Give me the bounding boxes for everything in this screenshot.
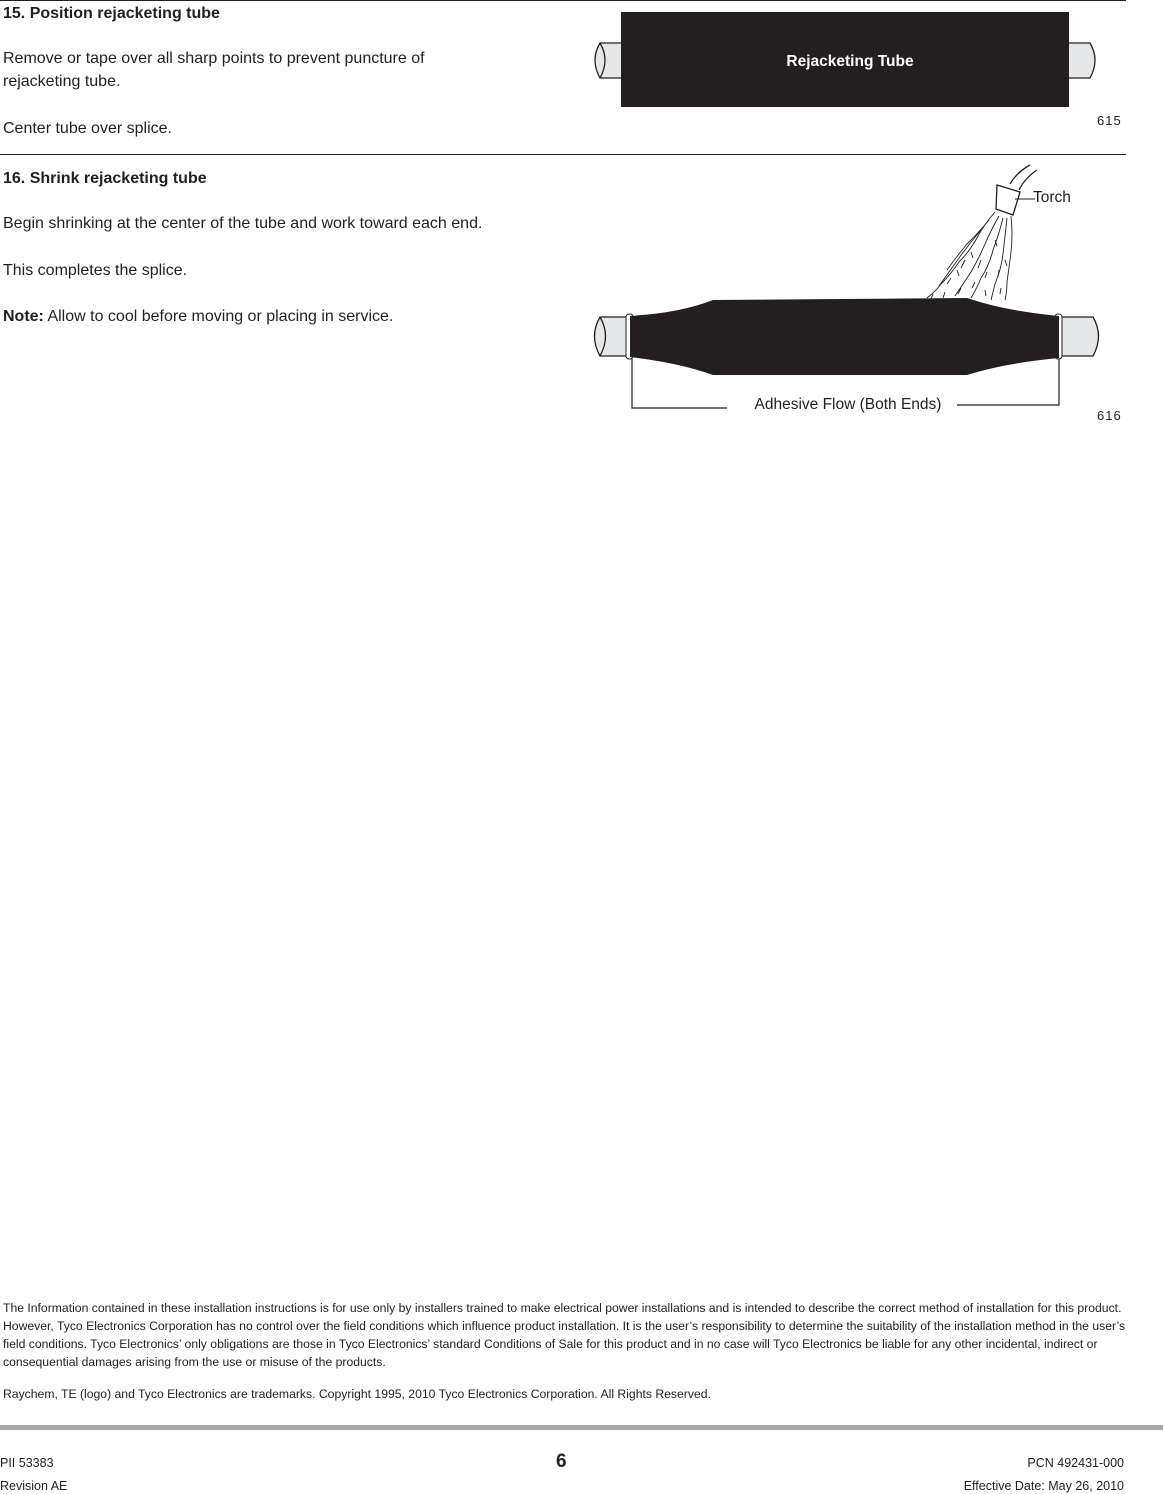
step-15-instruction-2: Center tube over splice. [3, 120, 172, 137]
legal-disclaimer: The Information contained in these installation instructions is for use only by installers trained to make electrical power installations and is intended to describe the correct method of installation for this product. However, Tyco Electronics Corporation has no control over the field conditions which influence product installation. It is the user’s responsibility to determine the suitability of the installation method in the user’s field conditions. Tyco Electronics’ only obligations are those in Tyco Electronics’ standard Conditions of Sale for this product and in no case will Tyco Electronics be liable for any other incidental, indirect or consequential damages arising from the use or misuse of the products. [3, 1301, 1126, 1369]
adhesive-flow-label: Adhesive Flow (Both Ends) [754, 396, 942, 413]
torch-label: Torch [1033, 189, 1071, 206]
step-16-instruction-2: This completes the splice. [3, 262, 188, 279]
cable-right-end [1060, 317, 1099, 356]
trademark-notice: Raychem, TE (logo) and Tyco Electronics are trademarks. Copyright 1995, 2010 Tyco Electronics Corporation. All Rights Reserved. [3, 1387, 711, 1401]
step-16-title: 16. Shrink rejacketing tube [3, 170, 207, 187]
rejacketing-tube-label: Rejacketing Tube [786, 53, 914, 70]
figure-616-number: 616 [1097, 408, 1122, 423]
step-16-instruction: Begin shrinking at the center of the tube and work toward each end. [3, 215, 483, 232]
step-16-note [3, 305, 393, 328]
torch-icon [996, 165, 1037, 215]
figure-615-number: 615 [1097, 113, 1122, 128]
page-number: 6 [556, 1451, 567, 1472]
revision: Revision AE [0, 1479, 68, 1493]
cable-left-end [595, 43, 625, 78]
flame-icon [927, 212, 1012, 300]
document-number: PII 53383 [0, 1456, 54, 1470]
section-divider [0, 154, 1126, 155]
top-divider [0, 0, 1126, 1]
pcn-number: PCN 492431-000 [1027, 1456, 1124, 1470]
note-label: Note: [3, 308, 44, 325]
figure-615-rejacketing-tube [585, 8, 1105, 113]
note-text: Allow to cool before moving or placing in service. [43, 308, 394, 325]
step-15-title: 15. Position rejacketing tube [3, 5, 220, 22]
figure-616-shrinking [585, 160, 1105, 415]
cable-left-end [595, 317, 631, 356]
effective-date: Effective Date: May 26, 2010 [963, 1479, 1124, 1493]
shrunk-rejacketing-tube [630, 298, 1059, 375]
step-15-instruction: Remove or tape over all sharp points to prevent puncture of rejacketing tube. [3, 50, 425, 90]
footer-divider [0, 1425, 1163, 1430]
cable-right-end [1065, 43, 1095, 78]
